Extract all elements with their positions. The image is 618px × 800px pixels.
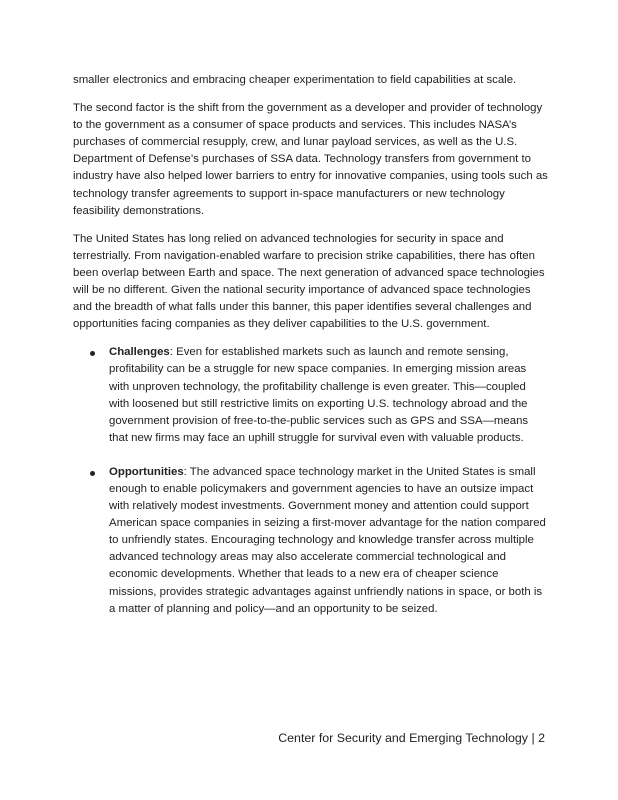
paragraph-continuation: smaller electronics and embracing cheaper experimentation to field capabilities at scale. — [73, 74, 517, 86]
bullet-list — [73, 344, 549, 617]
bullet-item-opportunities — [73, 464, 549, 618]
bullet-term: Challenges — [109, 346, 170, 359]
bullet-text: : Even for established markets such as launch and remote sensing, profitability can be a struggle for new space companies. In emerging mission areas with unproven technology, the profitability challenge is even greater. This—coupled with loosened but still restrictive limits on exporting U.S. technology abroad and the government provision of free-to-the-public services such as GPS and SSA—means that new firms may face an uphill struggle for survival even with valuable products. — [109, 346, 529, 444]
bullet-item-challenges — [73, 344, 549, 447]
page-footer: Center for Security and Emerging Technology | 2 — [278, 731, 545, 745]
page-content — [73, 72, 549, 635]
bullet-text: : The advanced space technology market in the United States is small enough to enable policymakers and government agencies to have an outsize impact with relatively modest investments. Government money and attention could support American space companies in seizing a first-mover advantage for the nation compared to unfriendly states. Encouraging technology and knowledge transfer across multiple advanced technology areas may also accelerate commercial technological and economic developments. Whether that leads to a new era of cheaper science missions, provides strategic advantages against unfriendly nations in space, or both is a matter of planning and policy—and an opportunity to be seized. — [109, 465, 546, 615]
paragraph-security: The United States has long relied on advanced technologies for security in space and terrestrially. From navigation-enabled warfare to precision strike capabilities, there has often been overlap between Earth and space. The next generation of advanced space technologies will be no different. Given the national security importance of advanced space technologies and the breadth of what falls under this banner, this paper identifies several challenges and opportunities facing companies as they deliver capabilities to the U.S. government. — [73, 232, 545, 331]
bullet-dot-icon — [90, 471, 95, 476]
paragraph-second-factor: The second factor is the shift from the government as a developer and provider of technology to the government as a consumer of space products and services. This includes NASA’s purchases of commercial resupply, crew, and lunar payload services, as well as the U.S. Department of Defense’s purchases of SSA data. Technology transfers from government to industry have also helped lower barriers to entry for innovative companies, using tools such as technology transfer agreements to support in-space manufacturers or new technology feasibility demonstrations. — [73, 102, 548, 217]
bullet-term: Opportunities — [109, 465, 184, 478]
bullet-dot-icon — [90, 351, 95, 356]
